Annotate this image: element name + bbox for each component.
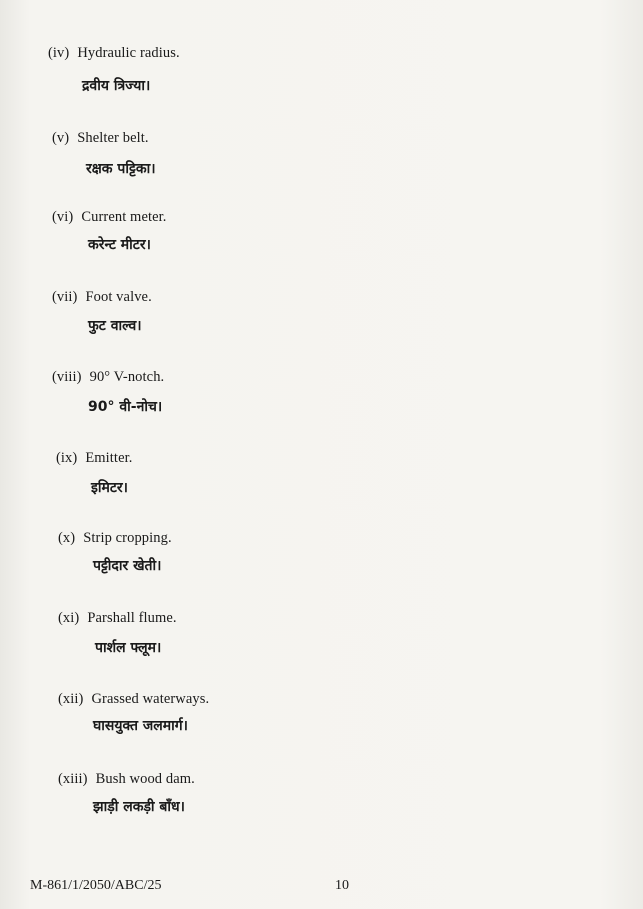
item-number: (viii) — [52, 369, 82, 385]
item-number: (vii) — [52, 289, 78, 305]
item-english — [58, 771, 195, 788]
item-hindi: द्रवीय त्रिज्या। — [82, 78, 151, 94]
item-term: Foot valve. — [85, 289, 152, 305]
item-english — [52, 369, 164, 386]
item-term: Strip cropping. — [83, 530, 172, 546]
item-number: (xii) — [58, 691, 84, 707]
item-hindi: रक्षक पट्टिका। — [86, 161, 156, 177]
item-number: (ix) — [56, 450, 78, 466]
item-english — [58, 610, 177, 627]
item-hindi: पट्टीदार खेती। — [93, 558, 162, 574]
item-term: Current meter. — [81, 209, 167, 225]
show-through-texture — [150, 55, 630, 835]
item-number: (xi) — [58, 610, 80, 626]
item-term: 90° V-notch. — [89, 369, 165, 385]
item-term: Emitter. — [85, 450, 133, 466]
item-number: (vi) — [52, 209, 74, 225]
item-hindi: झाड़ी लकड़ी बाँध। — [93, 799, 185, 815]
item-english — [48, 45, 180, 62]
item-hindi: फुट वाल्व। — [88, 318, 142, 334]
page-number: 10 — [335, 878, 349, 893]
paper-code: M-861/1/2050/ABC/25 — [30, 878, 162, 893]
item-number: (xiii) — [58, 771, 88, 787]
item-term: Shelter belt. — [77, 130, 149, 146]
item-term: Bush wood dam. — [95, 771, 195, 787]
item-hindi: 90° वी-नोच। — [88, 399, 163, 415]
item-english — [52, 130, 149, 147]
item-english — [52, 289, 152, 306]
item-english — [52, 209, 167, 226]
item-number: (x) — [58, 530, 76, 546]
item-hindi: पार्शल फ्लूम। — [95, 640, 162, 656]
item-number: (iv) — [48, 45, 70, 61]
item-english — [58, 530, 172, 547]
item-english — [56, 450, 132, 467]
item-term: Grassed waterways. — [91, 691, 210, 707]
item-number: (v) — [52, 130, 70, 146]
item-hindi: इमिटर। — [91, 480, 128, 496]
item-hindi: करेन्ट मीटर। — [88, 237, 151, 253]
item-term: Hydraulic radius. — [77, 45, 180, 61]
item-english — [58, 691, 209, 708]
item-term: Parshall flume. — [87, 610, 177, 626]
item-hindi: घासयुक्त जलमार्ग। — [93, 718, 188, 734]
